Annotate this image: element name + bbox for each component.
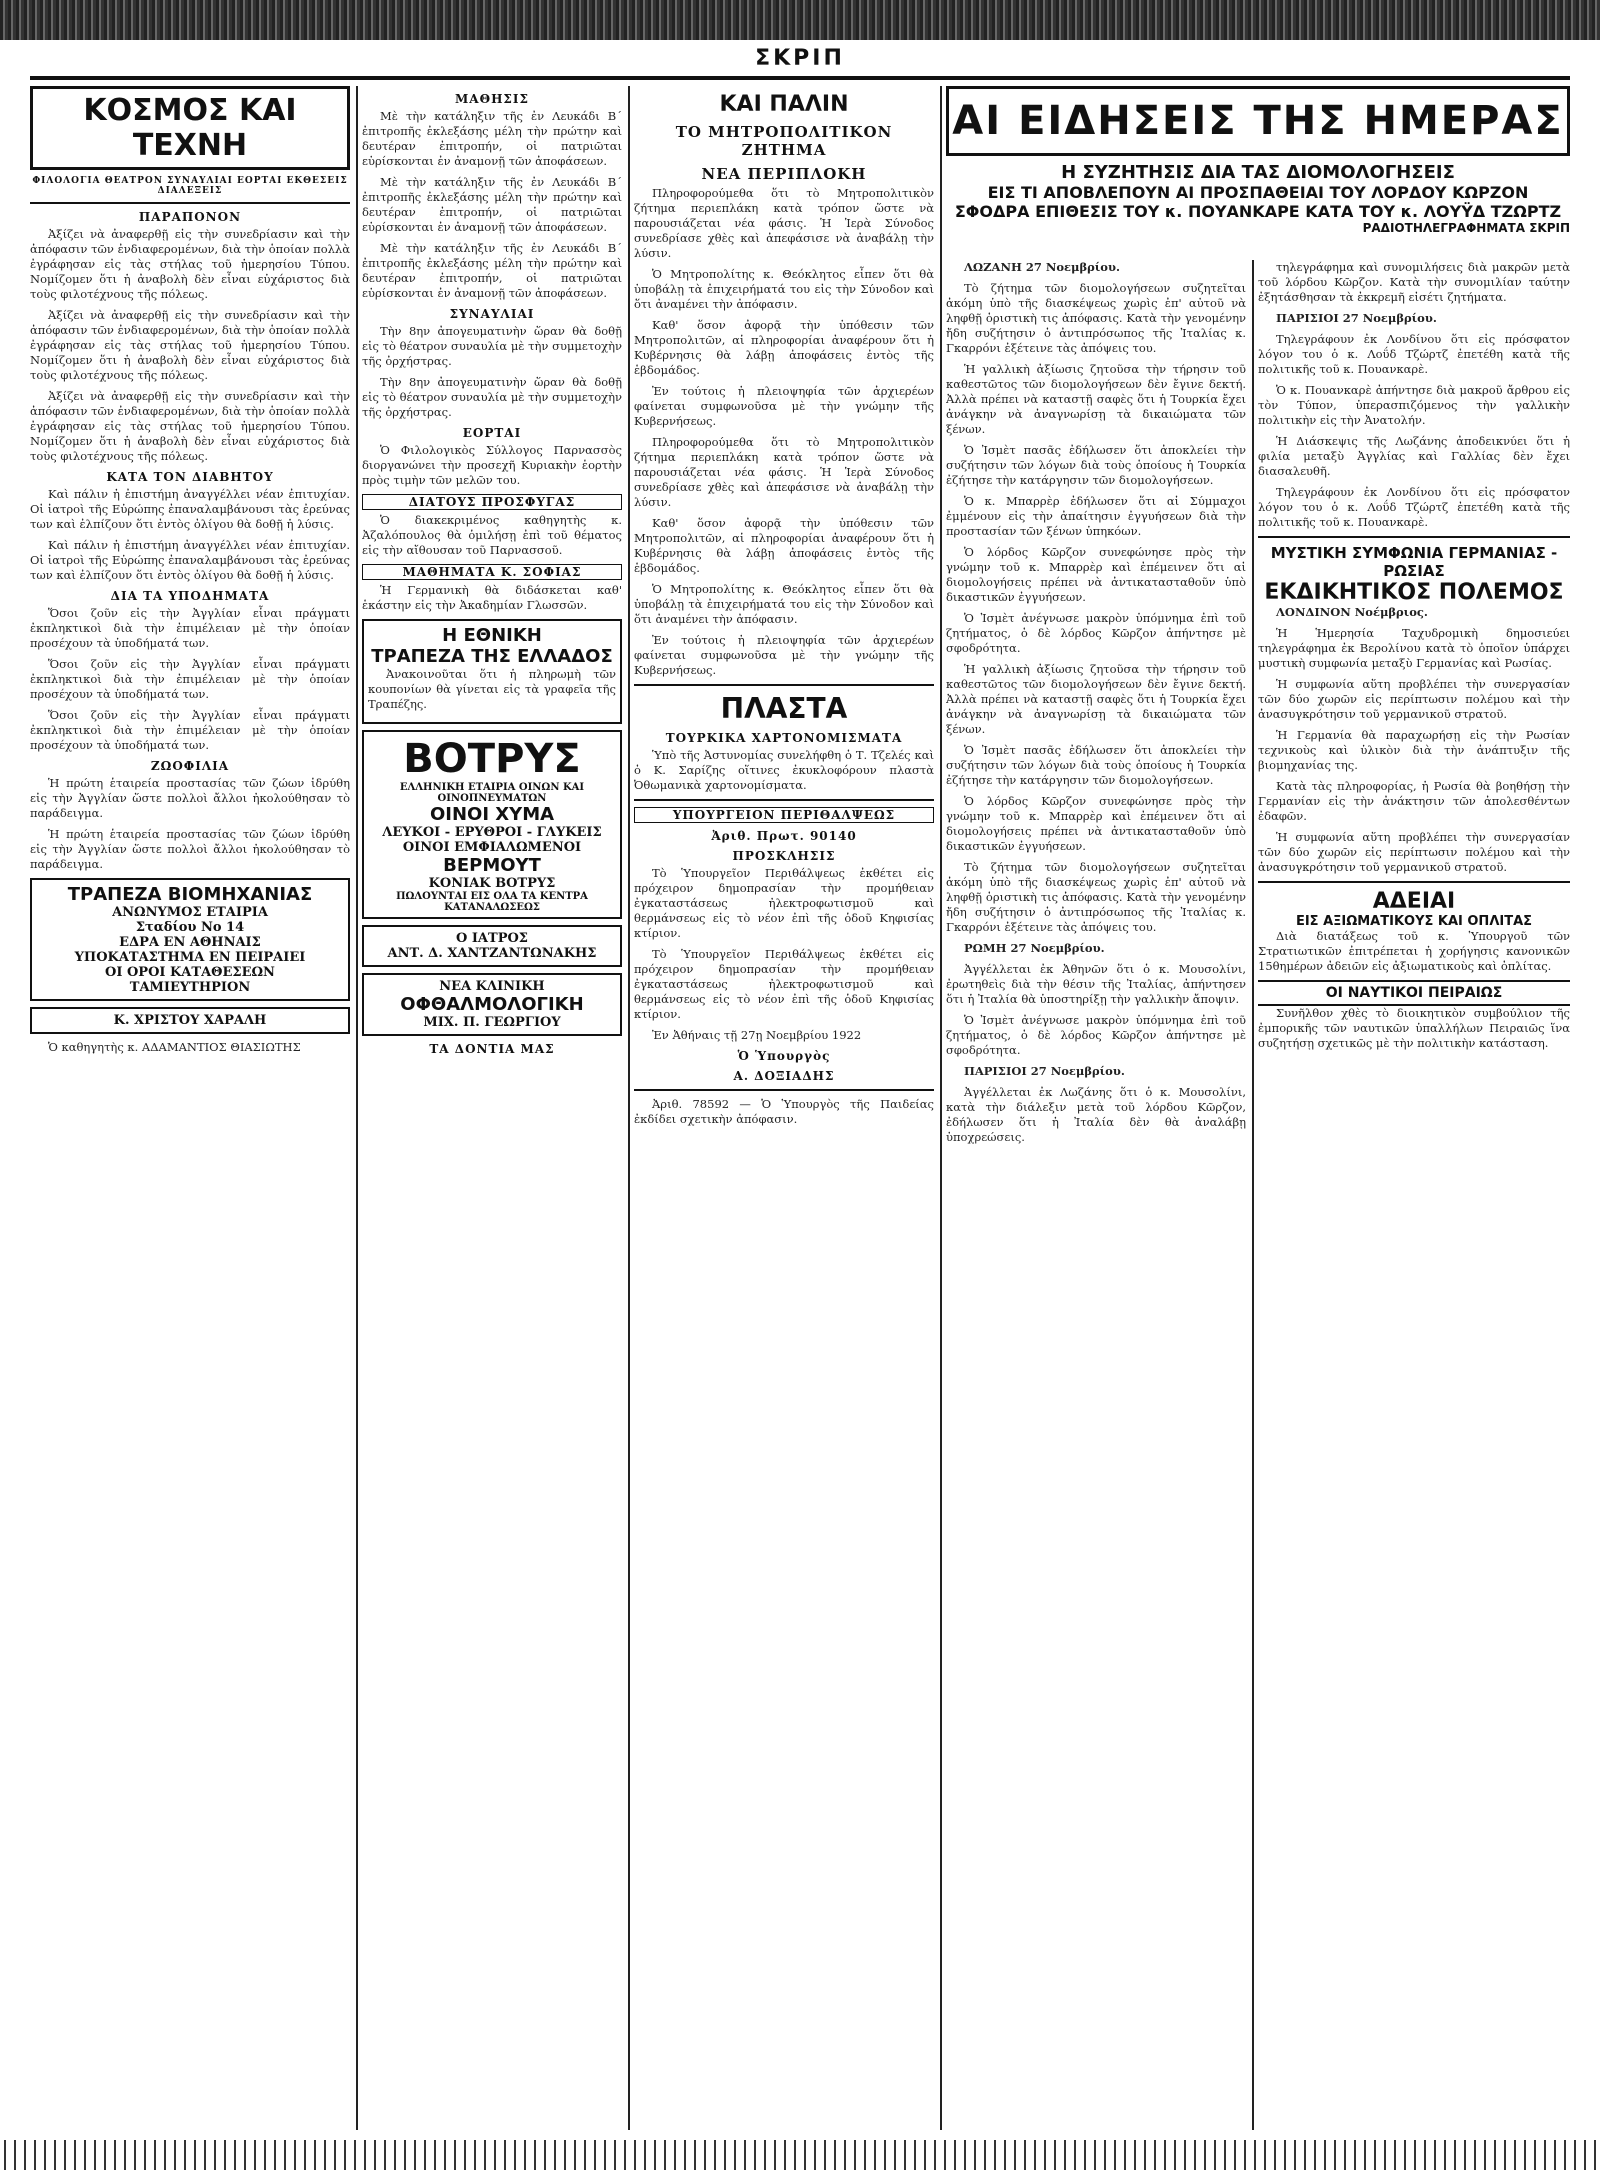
notice-text: Ἀριθ. 78592 — Ὁ Ὑπουργὸς τῆς Παιδείας ἐκδίδει σχετικὴν ἀπόφασιν. [634,1097,934,1126]
teeth-ad: ΤΑ ΔΟΝΤΙΑ ΜΑΣ [429,1042,555,1056]
article-text: Ἡ πρώτη ἑταιρεία προστασίας τῶν ζώων ἱδρύθη εἰς τὴν Ἀγγλίαν ὥστε πολλοὶ ἄλλοι ἠκολούθησαν τὸ παράδειγμα. [30,776,350,820]
article-text: Τὴν 8ην ἀπογευματινὴν ὥραν θὰ δοθῇ εἰς τὸ θέατρον συναυλία μὲ τὴν συμμετοχὴν τῆς ὀρχήστρας. [362,375,622,419]
national-bank-ad [362,619,622,724]
article-title: ΕΟΡΤΑΙ [462,426,522,440]
article-text: Ὑπὸ τῆς Ἀστυνομίας συνελήφθη ὁ Τ. Τζελές καὶ ὁ Κ. Σαρίζης οἵτινες ἐκυκλοφόρουν πλαστὰ Ὀθωμανικὰ χαρτονομίσματα. [634,748,934,792]
article-text: Καθ' ὅσον ἀφορᾷ τὴν ὑπόθεσιν τῶν Μητροπολιτῶν, αἱ πληροφορίαι ἀναφέρουν ὅτι ἡ Κυβέρνησις θὰ λάβῃ ἀποφάσεις ἐντὸς τῆς ἑβδομάδος. [634,318,934,377]
article-text: Ἐν τούτοις ἡ πλειοψηφία τῶν ἀρχιερέων φαίνεται συμφωνοῦσα μὲ τὴν γνώμην τῆς Κυβερνήσεως. [634,384,934,428]
article-title: ΚΑΤΑ ΤΟΝ ΔΙΑΒΗΤΟΥ [106,470,274,484]
column-news-right [1258,260,1570,2130]
botrys-line: ΚΟΝΙΑΚ ΒΟΤΡΥΣ [428,876,556,891]
column-news-left [946,260,1246,2130]
divider [1258,536,1570,538]
divider [1258,881,1570,883]
article-text: Ὅσοι ζοῦν εἰς τὴν Ἀγγλίαν εἶναι πράγματι ἐκπληκτικοὶ διὰ τὴν ἐπιμέλειαν μὲ τὴν ὁποίαν προσέχουν τὰ ὑποδήματά των. [30,657,350,701]
article-text: Καθ' ὅσον ἀφορᾷ τὴν ὑπόθεσιν τῶν Μητροπολιτῶν, αἱ πληροφορίαι ἀναφέρουν ὅτι ἡ Κυβέρνησις θὰ λάβῃ ἀποφάσεις ἐντὸς τῆς ἑβδομάδος. [634,516,934,575]
ad-text: Ἡ Γερμανικὴ θὰ διδάσκεται καθ' ἑκάστην εἰς τὴν Ἀκαδημίαν Γλωσσῶν. [362,583,622,612]
bank-title: ΤΡΑΠΕΖΑ ΤΗΣ ΕΛΛΑΔΟΣ [371,646,613,667]
article-text: Πληροφορούμεθα ὅτι τὸ Μητροπολιτικὸν ζήτημα περιεπλάκη κατὰ τρόπον ὥστε νὰ παρουσιάζεται νέα φάσις. Ἡ Ἱερὰ Σύνοδος συνεδρίασε χθὲς καὶ ἀπεφάσισε νὰ ἀναβάλῃ τὴν λύσιν. [634,186,934,260]
ad-heading: ΔΙΑΤΟΥΣ ΠΡΟΣΦΥΓΑΣ [362,494,622,510]
article-text: Ὅσοι ζοῦν εἰς τὴν Ἀγγλίαν εἶναι πράγματι ἐκπληκτικοὶ διὰ τὴν ἐπιμέλειαν μὲ τὴν ὁποίαν προσέχουν τὰ ὑποδήματά των. [30,708,350,752]
ministry-date: Ἐν Ἀθήναις τῇ 27ῃ Νοεμβρίου 1922 [652,1028,862,1042]
article-text: Τὸ ζήτημα τῶν διομολογήσεων συζητεῖται ἀκόμη ὑπὸ τῆς διασκέψεως χωρὶς ἐπ' αὐτοῦ νὰ ληφθῇ ὁριστικὴ τις ἀπόφασις. Κατὰ τὴν γενομένην ἤδη συζήτησιν ὁ ἀντιπρόσωπος τῆς Ἰταλίας κ. Γκαρρόνι ἐξέτεινε τὰς ἀπόψεις του. [946,860,1246,934]
news-headline: ΕΚΔΙΚΗΤΙΚΟΣ ΠΟΛΕΜΟΣ [1264,580,1564,605]
article-text: Ἡ γαλλικὴ ἀξίωσις ζητοῦσα τὴν τήρησιν τοῦ καθεστῶτος τῶν διομολογήσεων δὲν ἔγινε δεκτή. Ἀλλὰ πρέπει νὰ καταστῇ σαφὲς ὅτι ἡ Τουρκία ἔχει ἀνάγκην νὰ ἀναγνωρίσῃ τὰ δικαιώματα τῶν ξένων. [946,362,1246,436]
botrys-line: ΒΕΡΜΟΥΤ [443,855,541,876]
article-text: Ἀξίζει νὰ ἀναφερθῇ εἰς τὴν συνεδρίασιν καὶ τὴν ἀπόφασιν τῶν ἐνδιαφερομένων, διὰ τὴν ὁποίαν πολλὰ ἐγράφησαν εἰς τὰς στήλας τοῦ ἡμερησίου Τύπου. Νομίζομεν ὅτι ἡ ἀναβολὴ δὲν εἶναι εὐχάριστος διὰ τοὺς φιλοτέχνους τῆς πόλεως. [30,389,350,463]
botrys-sub: ΕΛΛΗΝΙΚΗ ΕΤΑΙΡΙΑ ΟΙΝΩΝ ΚΑΙ ΟΙΝΟΠΝΕΥΜΑΤΩΝ [399,782,585,804]
masthead-rule [30,76,1570,80]
article-subtitle: ΝΕΑ ΠΕΡΙΠΛΟΚΗ [701,165,867,183]
dateline: ΠΑΡΙΣΙΟΙ 27 Νοεμβρίου. [964,1064,1125,1078]
ministry-title: ΥΠΟΥΡΓΕΙΟΝ ΠΕΡΙΘΑΛΨΕΩΣ [634,807,934,823]
column-rule [1252,260,1254,2130]
ministry-text: Τὸ Ὑπουργεῖον Περιθάλψεως ἐκθέτει εἰς πρόχειρον δημοπρασίαν τὴν προμήθειαν ἐγκαταστάσεως ἠλεκτροφωτισμοῦ καὶ θερμάνσεως εἰς τὸ νέον ἐπὶ τῆς ὁδοῦ Κηφισίας κτίριον. [634,866,934,940]
doctor-name: ΑΝΤ. Δ. ΧΑΝΤΖΑΝΤΩΝΑΚΗΣ [387,946,597,961]
article-text: Ἡ Διάσκεψις τῆς Λωζάνης ἀποδεικνύει ὅτι ἡ φιλία μεταξὺ Ἀγγλίας καὶ Γαλλίας δὲν ἔχει διασαλευθῆ. [1258,434,1570,478]
section-banner: ΚΟΣΜΟΣ ΚΑΙ ΤΕΧΝΗ [30,86,350,170]
article-text: Τηλεγράφουν ἐκ Λονδίνου ὅτι εἰς πρόσφατον λόγον του ὁ κ. Λοΰδ Τζώρτζ ἐπετέθη κατὰ τῆς πολιτικῆς τοῦ κ. Πουανκαρὲ. [1258,332,1570,376]
article-title: ΔΙΑ ΤΑ ΥΠΟΔΗΜΑΤΑ [110,589,270,603]
bank-line: ΟΙ ΟΡΟΙ ΚΑΤΑΘΕΣΕΩΝ [105,965,275,980]
ad-text: Ὁ διακεκριμένος καθηγητὴς κ. Ἀζαλόπουλος θὰ ὁμιλήσῃ ἐπὶ τοῦ θέματος εἰς τὴν αἴθουσαν τοῦ Παρνασσοῦ. [362,513,622,557]
article-text: Ἐν τούτοις ἡ πλειοψηφία τῶν ἀρχιερέων φαίνεται συμφωνοῦσα μὲ τὴν γνώμην τῆς Κυβερνήσεως. [634,633,934,677]
article-text: Ἡ συμφωνία αὕτη προβλέπει τὴν συνεργασίαν τῶν δύο χωρῶν εἰς περίπτωσιν πολέμου καὶ τὴν ἀνασυγκρότησιν τοῦ γερμανικοῦ στρατοῦ. [1258,677,1570,721]
article-text: Ὁ κ. Μπαρρὲρ ἐδήλωσεν ὅτι αἱ Σύμμαχοι ἐμμένουν εἰς τὴν ἀπαίτησιν ἐγγυήσεων διὰ τὴν προστασίαν τῶν ξένων ὑπηκόων. [946,494,1246,538]
botrys-line: ΛΕΥΚΟΙ - ΕΡΥΘΡΟΙ - ΓΛΥΚΕΙΣ [382,825,602,840]
article-text: Συνῆλθον χθὲς τὸ διοικητικὸν συμβούλιον τῆς ἐμπορικῆς τῶν ναυτικῶν ὑπαλλήλων Πειραιῶς ἵνα συζητήσῃ σχετικῶς μὲ τὴν πολιτικὴν κατάσταση. [1258,1006,1570,1050]
doctor-title: Ο ΙΑΤΡΟΣ [456,931,528,946]
news-headline: ΟΙ ΝΑΥΤΙΚΟΙ ΠΕΙΡΑΙΩΣ [1258,980,1570,1006]
article-text: Ὁ Ἰσμὲτ ἀνέγνωσε μακρὸν ὑπόμνημα ἐπὶ τοῦ ζητήματος, ὁ δὲ λόρδος Κῶρζον ἀπήντησε μὲ σφοδρότητα. [946,611,1246,655]
article-text: Ὁ Μητροπολίτης κ. Θεόκλητος εἶπεν ὅτι θὰ ὑποβάλῃ τὰ ἐπιχειρήματά του εἰς τὴν Σύνοδον καὶ ὅτι ἀναμένει τὴν ἀπόφασιν. [634,582,934,626]
news-header [946,86,1570,256]
news-headline: ΑΙ ΕΙΔΗΣΕΙΣ ΤΗΣ ΗΜΕΡΑΣ [946,86,1570,156]
article-text: Ὁ Ἰσμὲτ πασᾶς ἐδήλωσεν ὅτι ἀποκλείει τὴν συζήτησιν τῶν λόγων διὰ τοὺς ὁποίους ἡ Τουρκία ἐζήτησε τὴν κατάργησιν τῶν διομολογήσεων. [946,443,1246,487]
article-text: Ἡ Ἡμερησία Ταχυδρομικὴ δημοσιεύει τηλεγράφημα ἐκ Βερολίνου κατὰ τὸ ὁποῖον ὑπάρχει μυστικὴ συμφωνία μεταξὺ Γερμανίας καὶ Ρωσίας. [1258,626,1570,670]
doctor-ad [362,925,622,967]
article-text: Μὲ τὴν κατάληξιν τῆς ἐν Λευκάδι Β΄ ἐπιτροπῆς ἐκλεξάσης μέλη τὴν πρώτην καὶ δευτέραν ἐπιτροπήν, οἱ πατριῶται εὑρίσκονται ἐν ἀναμονῇ τῶν ἀποφάσεων. [362,175,622,234]
article-text: Ἡ γαλλικὴ ἀξίωσις ζητοῦσα τὴν τήρησιν τοῦ καθεστῶτος τῶν διομολογήσεων δὲν ἔγινε δεκτή. Ἀλλὰ πρέπει νὰ καταστῇ σαφὲς ὅτι ἡ Τουρκία ἔχει ἀνάγκην νὰ ἀναγνωρίσῃ τὰ δικαιώματα τῶν ξένων. [946,662,1246,736]
bank-title: ΤΡΑΠΕΖΑ ΒΙΟΜΗΧΑΝΙΑΣ [67,884,313,905]
article-text: Ὁ Μητροπολίτης κ. Θεόκλητος εἶπεν ὅτι θὰ ὑποβάλῃ τὰ ἐπιχειρήματά του εἰς τὴν Σύνοδον καὶ ὅτι ἀναμένει τὴν ἀπόφασιν. [634,267,934,311]
botrys-ad [362,730,622,919]
masthead: ΣΚΡΙΠ [755,46,845,71]
ministry-number: Ἀριθ. Πρωτ. 90140 [711,829,857,843]
news-headline: ΜΥΣΤΙΚΗ ΣΥΜΦΩΝΙΑ ΓΕΡΜΑΝΙΑΣ - ΡΩΣΙΑΣ [1270,544,1558,580]
column-metropolitan [634,86,934,2130]
doctor-name: Κ. ΧΡΙΣΤΟΥ ΧΑΡΑΛΗ [113,1013,267,1028]
dateline: ΠΑΡΙΣΙΟΙ 27 Νοεμβρίου. [1276,311,1437,325]
article-text: Ὁ Ἰσμὲτ πασᾶς ἐδήλωσεν ὅτι ἀποκλείει τὴν συζήτησιν τῶν λόγων διὰ τοὺς ὁποίους ἡ Τουρκία ἐζήτησε τὴν κατάργησιν τῶν διομολογήσεων. [946,743,1246,787]
article-text: Κατὰ τὰς πληροφορίας, ἡ Ρωσία θὰ βοηθήσῃ τὴν Γερμανίαν εἰς τὴν ἀνάκτησιν τῶν ἀπολεσθέντων ἐδαφῶν. [1258,779,1570,823]
top-border [0,0,1600,40]
column-rule [628,86,630,2130]
divider [634,799,934,801]
article-text: Ἀξίζει νὰ ἀναφερθῇ εἰς τὴν συνεδρίασιν καὶ τὴν ἀπόφασιν τῶν ἐνδιαφερομένων, διὰ τὴν ὁποίαν πολλὰ ἐγράφησαν εἰς τὰς στήλας τοῦ ἡμερησίου Τύπου. Νομίζομεν ὅτι ἡ ἀναβολὴ δὲν εἶναι εὐχάριστος διὰ τοὺς φιλοτέχνους τῆς πόλεως. [30,227,350,301]
bank-title: Η ΕΘΝΙΚΗ [442,625,542,646]
article-title: ΜΑΘΗΣΙΣ [455,92,529,106]
article-text: Ἡ Γερμανία θὰ παραχωρήσῃ εἰς τὴν Ρωσίαν τεχνικοὺς καὶ ὑλικὸν διὰ τὴν ἀνάπτυξιν τῆς βιομηχανίας της. [1258,728,1570,772]
dateline: ΛΟΝΔΙΝΟΝ Νοέμβριος. [1276,605,1428,619]
bank-line: ΥΠΟΚΑΤΑΣΤΗΜΑ ΕΝ ΠΕΙΡΑΙΕΙ [74,950,306,965]
article-text: Ἀξίζει νὰ ἀναφερθῇ εἰς τὴν συνεδρίασιν καὶ τὴν ἀπόφασιν τῶν ἐνδιαφερομένων, διὰ τὴν ὁποίαν πολλὰ ἐγράφησαν εἰς τὰς στήλας τοῦ ἡμερησίου Τύπου. Νομίζομεν ὅτι ἡ ἀναβολὴ δὲν εἶναι εὐχάριστος διὰ τοὺς φιλοτέχνους τῆς πόλεως. [30,308,350,382]
article-text: Ὅσοι ζοῦν εἰς τὴν Ἀγγλίαν εἶναι πράγματι ἐκπληκτικοὶ διὰ τὴν ἐπιμέλειαν μὲ τὴν ὁποίαν προσέχουν τὰ ὑποδήματά των. [30,606,350,650]
ministry-text: Τὸ Ὑπουργεῖον Περιθάλψεως ἐκθέτει εἰς πρόχειρον δημοπρασίαν τὴν προμήθειαν ἐγκαταστάσεως ἠλεκτροφωτισμοῦ καὶ θερμάνσεως εἰς τὸ νέον ἐπὶ τῆς ὁδοῦ Κηφισίας κτίριον. [634,947,934,1021]
article-subtitle: ΤΟΥΡΚΙΚΑ ΧΑΡΤΟΝΟΜΙΣΜΑΤΑ [665,731,903,745]
article-text: Τὸ ζήτημα τῶν διομολογήσεων συζητεῖται ἀκόμη ὑπὸ τῆς διασκέψεως χωρὶς ἐπ' αὐτοῦ νὰ ληφθῇ ὁριστικὴ τις ἀπόφασις. Κατὰ τὴν γενομένην ἤδη συζήτησιν ὁ ἀντιπρόσωπος τῆς Ἰταλίας κ. Γκαρρόνι ἐξέτεινε τὰς ἀπόψεις του. [946,281,1246,355]
ministry-name: Α. ΔΟΞΙΑΔΗΣ [733,1069,835,1083]
divider [634,684,934,686]
article-title: ΣΥΝΑΥΛΙΑΙ [449,307,535,321]
news-subheadline: Η ΣΥΖΗΤΗΣΙΣ ΔΙΑ ΤΑΣ ΔΙΟΜΟΛΟΓΗΣΕΙΣ [1061,162,1455,183]
ministry-subtitle: ΠΡΟΣΚΛΗΣΙΣ [732,849,836,863]
article-text: Ἀγγέλλεται ἐκ Ἀθηνῶν ὅτι ὁ κ. Μουσολίνι, ἐρωτηθεὶς διὰ τὴν θέσιν τῆς Ἰταλίας, ἀπήντησεν ὅτι ἡ Ἰταλία θὰ ὑποστηρίξῃ τὴν γαλλικὴν ἄποψιν. [946,962,1246,1006]
article-text: Ὁ κ. Πουανκαρὲ ἀπήντησε διὰ μακροῦ ἄρθρου εἰς τὸν Τύπον, ὑπερασπιζόμενος τὴν γαλλικὴν πολιτικὴν εἰς τὴν Ἀνατολήν. [1258,383,1570,427]
news-subheadline: ΣΦΟΔΡΑ ΕΠΙΘΕΣΙΣ ΤΟΥ κ. ΠΟΥΑΝΚΑΡΕ ΚΑΤΑ ΤΟΥ κ. ΛΟΥΫΔ ΤΖΩΡΤΖ [954,202,1562,221]
article-text: Ἀγγέλλεται ἐκ Λωζάνης ὅτι ὁ κ. Μουσολίνι, κατὰ τὴν διάλεξιν μετὰ τοῦ λόρδου Κῶρζον, ἐδήλωσεν ὅτι ἡ Ἰταλία δὲν θὰ ἀναλάβῃ ὑποχρεώσεις. [946,1085,1246,1144]
column-kosmos-kai-techni [30,86,350,2130]
footer-notice: Ὁ καθηγητὴς κ. ΑΔΑΜΑΝΤΙΟΣ ΘΙΑΣΙΩΤΗΣ [48,1040,301,1054]
eye-clinic-ad [362,973,622,1036]
article-headline: ΚΑΙ ΠΑΛΙΝ [719,92,849,117]
article-text: Τὴν 8ην ἀπογευματινὴν ὥραν θὰ δοθῇ εἰς τὸ θέατρον συναυλία μὲ τὴν συμμετοχὴν τῆς ὀρχήστρας. [362,324,622,368]
ministry-sign: Ὁ Ὑπουργὸς [737,1049,831,1063]
article-headline: ΤΟ ΜΗΤΡΟΠΟΛΙΤΙΚΟΝ ΖΗΤΗΜΑ [675,123,893,159]
ad-heading: ΜΑΘΗΜΑΤΑ Κ. ΣΟΦΙΑΣ [362,564,622,580]
section-banner-sub: ΦΙΛΟΛΟΓΙΑ ΘΕΑΤΡΟΝ ΣΥΝΑΥΛΙΑΙ ΕΟΡΤΑΙ ΕΚΘΕΣΕΙΣ ΔΙΑΛΕΞΕΙΣ [32,176,348,196]
article-text: Ἡ συμφωνία αὕτη προβλέπει τὴν συνεργασίαν τῶν δύο χωρῶν εἰς περίπτωσιν πολέμου καὶ τὴν ἀνασυγκρότησιν τοῦ γερμανικοῦ στρατοῦ. [1258,830,1570,874]
article-text: Διὰ διατάξεως τοῦ κ. Ὑπουργοῦ τῶν Στρατιωτικῶν ἐπιτρέπεται ἡ χορήγησις κανονικῶν 15θημέρων ἀδειῶν εἰς ἀξιωματικοὺς καὶ ὁπλίτας. [1258,929,1570,973]
article-text: Ὁ Ἰσμὲτ ἀνέγνωσε μακρὸν ὑπόμνημα ἐπὶ τοῦ ζητήματος, ὁ δὲ λόρδος Κῶρζον ἀπήντησε μὲ σφοδρότητα. [946,1013,1246,1057]
botrys-line: ΟΙΝΟΙ ΧΥΜΑ [429,804,555,825]
article-text: Ἡ πρώτη ἑταιρεία προστασίας τῶν ζώων ἱδρύθη εἰς τὴν Ἀγγλίαν ὥστε πολλοὶ ἄλλοι ἠκολούθησαν τὸ παράδειγμα. [30,827,350,871]
eye-name: ΜΙΧ. Π. ΓΕΩΡΓΙΟΥ [423,1015,561,1030]
dateline: ΡΩΜΗ 27 Νοεμβρίου. [964,941,1105,955]
column-rule [356,86,358,2130]
dateline: ΛΩΖΑΝΗ 27 Νοεμβρίου. [964,260,1120,274]
bank-text: Ἀνακοινοῦται ὅτι ἡ πληρωμὴ τῶν κουπονίων θὰ γίνεται εἰς τὰ γραφεῖα τῆς Τραπέζης. [368,667,616,711]
article-text: Μὲ τὴν κατάληξιν τῆς ἐν Λευκάδι Β΄ ἐπιτροπῆς ἐκλεξάσης μέλη τὴν πρώτην καὶ δευτέραν ἐπιτροπήν, οἱ πατριῶται εὑρίσκονται ἐν ἀναμονῇ τῶν ἀποφάσεων. [362,109,622,168]
article-title: ΖΩΟΦΙΛΙΑ [150,759,230,773]
radio-telegrams: ΡΑΔΙΟΤΗΛΕΓΡΑΦΗΜΑΤΑ ΣΚΡΙΠ [1362,221,1570,235]
divider [634,1089,934,1091]
bank-line: ΕΔΡΑ ΕΝ ΑΘΗΝΑΙΣ [119,935,261,950]
article-text: Ὁ λόρδος Κῶρζον συνεφώνησε πρὸς τὴν γνώμην τοῦ κ. Μπαρρὲρ καὶ ἐπέμεινεν ὅτι αἱ διομολογήσεις πρέπει νὰ ἀντικατασταθοῦν ὑπὸ δικαστικῶν ἐγγυήσεων. [946,545,1246,604]
eye-sub: ΝΕΑ ΚΛΙΝΙΚΗ [439,979,545,994]
bottom-border [0,2140,1600,2170]
botrys-line: ΠΩΛΟΥΝΤΑΙ ΕΙΣ ΟΛΑ ΤΑ ΚΕΝΤΡΑ ΚΑΤΑΝΑΛΩΣΕΩΣ [396,891,588,913]
bank-line: Σταδίου Νο 14 [135,920,245,935]
doctor-advertisement [30,1007,350,1034]
botrys-title: ΒΟΤΡΥΣ [403,736,581,782]
article-text: Μὲ τὴν κατάληξιν τῆς ἐν Λευκάδι Β΄ ἐπιτροπῆς ἐκλεξάσης μέλη τὴν πρώτην καὶ δευτέραν ἐπιτροπήν, οἱ πατριῶται εὑρίσκονται ἐν ἀναμονῇ τῶν ἀποφάσεων. [362,241,622,300]
article-text: Τηλεγράφουν ἐκ Λονδίνου ὅτι εἰς πρόσφατον λόγον του ὁ κ. Λοΰδ Τζώρτζ ἐπετέθη κατὰ τῆς πολιτικῆς τοῦ κ. Πουανκαρὲ. [1258,485,1570,529]
news-subheadline: ΕΙΣ ΑΞΙΩΜΑΤΙΚΟΥΣ ΚΑΙ ΟΠΛΙΤΑΣ [1295,914,1533,929]
column-announcements [362,86,622,2130]
article-text: Καὶ πάλιν ἡ ἐπιστήμη ἀναγγέλλει νέαν ἐπιτυχίαν. Οἱ ἰατροὶ τῆς Εὐρώπης ἐπαναλαμβάνουσι τὰς ἐρεύνας των καὶ ἐλπίζουν ὅτι ἐντὸς ὀλίγου θὰ δοθῇ ἡ λύσις. [30,538,350,582]
article-text: Πληροφορούμεθα ὅτι τὸ Μητροπολιτικὸν ζήτημα περιεπλάκη κατὰ τρόπον ὥστε νὰ παρουσιάζεται νέα φάσις. Ἡ Ἱερὰ Σύνοδος συνεδρίασε χθὲς καὶ ἀπεφάσισε νὰ ἀναβάλῃ τὴν λύσιν. [634,435,934,509]
article-headline: ΠΛΑΣΤΑ [720,692,848,725]
botrys-line: ΟΙΝΟΙ ΕΜΦΙΑΛΩΜΕΝΟΙ [402,840,582,855]
article-text: τηλεγράφημα καὶ συνομιλήσεις διὰ μακρῶν μετὰ τοῦ λόρδου Κῶρζον. Κατὰ τὴν συνομιλίαν ταύτην ἐξητάσθησαν τὰ ἐκκρεμῆ εἰσέτι ζητήματα. [1258,260,1570,304]
column-rule [940,86,942,2130]
bank-advertisement [30,878,350,1001]
article-text: Καὶ πάλιν ἡ ἐπιστήμη ἀναγγέλλει νέαν ἐπιτυχίαν. Οἱ ἰατροὶ τῆς Εὐρώπης ἐπαναλαμβάνουσι τὰς ἐρεύνας των καὶ ἐλπίζουν ὅτι ἐντὸς ὀλίγου θὰ δοθῇ ἡ λύσις. [30,487,350,531]
article-title: ΠΑΡΑΠΟΝΟΝ [138,210,242,224]
eye-title: ΟΦΘΑΛΜΟΛΟΓΙΚΗ [400,994,584,1015]
divider [30,202,350,204]
bank-line: ΑΝΩΝΥΜΟΣ ΕΤΑΙΡΙΑ [112,905,268,920]
article-text: Ὁ Φιλολογικὸς Σύλλογος Παρνασσὸς διοργανώνει τὴν προσεχῆ Κυριακὴν ἑορτὴν πρὸς τιμὴν τῶν μελῶν του. [362,443,622,487]
news-headline: ΑΔΕΙΑΙ [1372,889,1456,914]
bank-line: ΤΑΜΙΕΥΤΗΡΙΟΝ [129,980,251,995]
article-text: Ὁ λόρδος Κῶρζον συνεφώνησε πρὸς τὴν γνώμην τοῦ κ. Μπαρρὲρ καὶ ἐπέμεινεν ὅτι αἱ διομολογήσεις πρέπει νὰ ἀντικατασταθοῦν ὑπὸ δικαστικῶν ἐγγυήσεων. [946,794,1246,853]
news-subheadline: ΕΙΣ ΤΙ ΑΠΟΒΛΕΠΟΥΝ ΑΙ ΠΡΟΣΠΑΘΕΙΑΙ ΤΟΥ ΛΟΡΔΟΥ ΚΩΡΖΟΝ [987,183,1529,202]
